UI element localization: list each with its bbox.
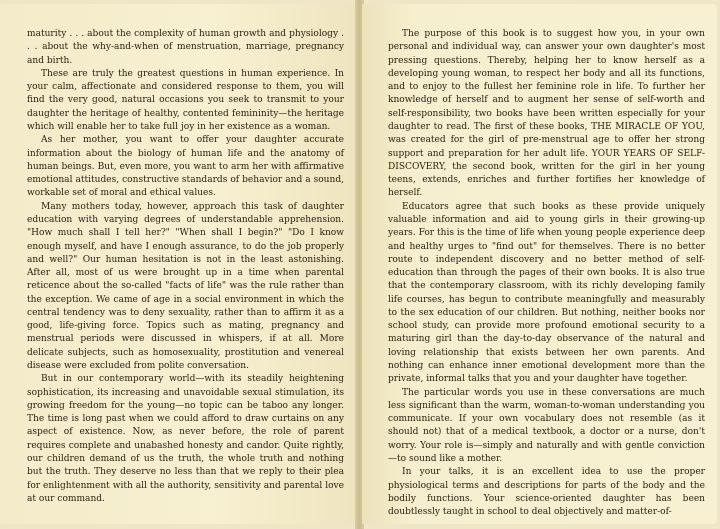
right-page <box>362 4 717 524</box>
left-paragraph-5: But in our contemporary world—with its steadily heightening sophistication, its increasing and unavoidable sexual stimulation, its growing freedom for the young—no topic can be taboo any longer. The time is long past when we could afford to draw curtains on any aspect of existence. Now, as never before, the role of parent requires complete and unabashed honesty and candor. Quite rightly, our children demand of us the truth, the whole truth and nothing but the truth. They deserve no less than that we reply to their plea for enlightenment with all the authority, sensitivity and parental love at our command. <box>27 374 344 504</box>
left-page <box>0 4 356 524</box>
left-paragraph-3: As her mother, you want to offer your daughter accurate information about the biology of human life and the anatomy of human beings. But, even more, you want to arm her with affirmative emotional attitudes, constructive standards of behavior and a sound, workable set of moral and ethical values. <box>27 135 344 199</box>
right-paragraph-1: The purpose of this book is to suggest how you, in your own personal and individual way, can answer your own daughter's most pressing questions. Thereby, helping her to know herself as a developing young woman, to respect her body and all its functions, and to enjoy to the fullest her feminine role in life. To further her knowledge of herself and to augment her sense of self-worth and self-responsibility, two books have been written especially for your daughter to read. The first of these books, THE MIRACLE OF YOU, was created for the girl of pre-menstrual age to offer her strong support and preparation for her adult life. YOUR YEARS OF SELF-DISCOVERY, the second book, written for the girl in her young teens, extends, enriches and further fortifies her knowledge of herself. <box>388 29 705 199</box>
left-paragraph-1: maturity . . . about the complexity of human growth and physiology . . . about the why-and-when of menstruation, marriage, pregnancy and birth. <box>27 29 344 66</box>
left-paragraph-2: These are truly the greatest questions in human experience. In your calm, affectionate and considered response to them, you will find the very good, natural occasions you seek to transmit to your daughter the heritage of healthy, contented femininity—the heritage which will enable her to take full joy in her existence as a woman. <box>27 68 344 132</box>
right-paragraph-2: Educators agree that such books as these provide uniquely valuable information and aid to young girls in their growing-up years. For this is the time of life when young people experience deep and healthy urges to "find out" for themselves. There is no better route to independent discovery and no better method of self-education than through the pages of their own books. It is also true that the contemporary classroom, with its richly developing family life courses, has begun to contribute meaningfully and measurably to the sex education of our children. But nothing, neither books nor school study, can provide more profound emotional security to a maturing girl than the day-to-day observance of the natural and loving relationship that exists between her own parents. And nothing can enhance inner emotional development more than the private, informal talks that you and your daughter have together. <box>388 201 705 385</box>
right-paragraph-4: In your talks, it is an excellent idea to use the proper physiological terms and descriptions for parts of the body and the bodily functions. Your science-oriented daughter has been doubtlessly taught in school to deal objectively and matter-of- <box>388 467 705 518</box>
left-paragraph-4: Many mothers today, however, approach this task of daughter education with varying degrees of understandable apprehension. "How much shall I tell her?" "When shall I begin?" "Do I know enough myself, and have I enough assurance, to do the job properly and well?" Our human hesitation is not in the least astonishing. After all, most of us were brought up in a time when parental reticence about the so-called "facts of life" was the rule rather than the exception. We came of age in a social environment in which the central tendency was to deny sexuality, rather than to affirm it as a good, life-giving force. Topics such as mating, pregnancy and menstrual periods were discussed in whispers, if at all. More delicate subjects, such as homosexuality, prostitution and venereal disease were excluded from polite conversation. <box>27 201 344 372</box>
right-paragraph-3: The particular words you use in these conversations are much less significant than the warm, woman-to-woman understanding you communicate. If your own vocabulary does not resemble (as it should not) that of a medical textbook, a doctor or a nurse, don't worry. Your role is—simply and naturally and with gentle conviction—to sound like a mother. <box>388 387 705 464</box>
